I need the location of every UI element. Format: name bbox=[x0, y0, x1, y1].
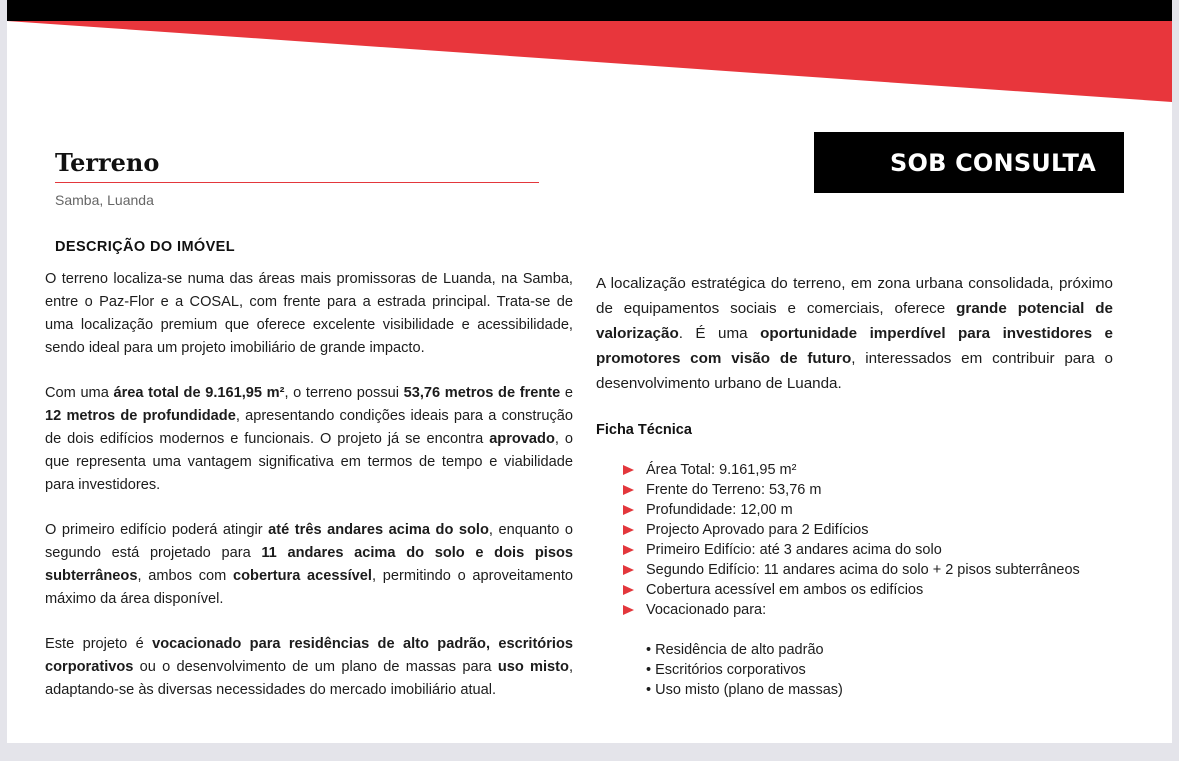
ficha-item-text: Segundo Edifício: 11 andares acima do solo + 2 pisos subterrâneos bbox=[646, 562, 1080, 578]
vocacionado-item: • Uso misto (plano de massas) bbox=[646, 682, 843, 698]
red-arrow-bullet-icon bbox=[623, 545, 634, 555]
red-arrow-bullet-icon bbox=[623, 525, 634, 535]
ficha-item-text: Vocacionado para: bbox=[646, 602, 767, 618]
red-arrow-bullet-icon bbox=[623, 605, 634, 615]
ficha-item bbox=[621, 520, 1080, 540]
ficha-item bbox=[621, 480, 1080, 500]
text-run: Com uma bbox=[45, 385, 114, 401]
text-run: , interessados em contribuir para o desenvolvimento urbano de Luanda. bbox=[596, 350, 1113, 392]
text-run: , ambos com bbox=[137, 568, 234, 584]
text-run: O primeiro edifício poderá atingir bbox=[45, 522, 269, 538]
ficha-item bbox=[621, 500, 1080, 520]
description-right-paragraph bbox=[596, 271, 1113, 396]
ficha-item-text: Profundidade: 12,00 m bbox=[646, 502, 793, 518]
text-run: . É uma bbox=[678, 325, 761, 342]
red-arrow-bullet-icon bbox=[623, 505, 634, 515]
text-run: , o terreno possui bbox=[284, 385, 404, 401]
ficha-item bbox=[621, 540, 1080, 560]
ficha-item bbox=[621, 600, 1080, 620]
bold-text: 53,76 metros de frente bbox=[403, 385, 561, 401]
text-run: e bbox=[560, 385, 574, 401]
listing-title: Terreno bbox=[55, 148, 160, 177]
description-paragraph bbox=[45, 382, 573, 497]
red-arrow-bullet-icon bbox=[623, 565, 634, 575]
text-run: A localização estratégica do terreno, em zona urbana consolidada, próximo de equipamentos sociais e comerciais, oferece bbox=[596, 275, 1113, 317]
red-arrow-bullet-icon bbox=[623, 485, 634, 495]
bold-text: oportunidade imperdível para investidores e promotores com visão de futuro bbox=[596, 325, 1113, 367]
ficha-item bbox=[621, 580, 1080, 600]
ficha-item-text: Primeiro Edifício: até 3 andares acima do solo bbox=[646, 542, 942, 558]
text-run: , adaptando-se às diversas necessidades do mercado imobiliário atual. bbox=[45, 659, 574, 698]
bold-text: área total de 9.161,95 m² bbox=[113, 385, 285, 401]
bold-text: 12 metros de profundidade bbox=[45, 408, 236, 424]
bold-text: uso misto bbox=[497, 659, 569, 675]
ficha-item-text: Área Total: 9.161,95 m² bbox=[646, 462, 797, 478]
text-run: Este projeto é bbox=[45, 636, 153, 652]
vocacionado-sublist bbox=[646, 640, 843, 700]
description-left-column bbox=[45, 268, 573, 724]
red-arrow-bullet-icon bbox=[623, 585, 634, 595]
price-label: SOB CONSULTA bbox=[889, 148, 1096, 177]
description-paragraph bbox=[45, 268, 573, 360]
document-page bbox=[7, 0, 1172, 743]
text-run: , enquanto o segundo está projetado para bbox=[45, 522, 573, 561]
ficha-tecnica-list bbox=[621, 460, 1080, 620]
text-run: , o que representa uma vantagem significativa em termos de tempo e viabilidade para investidores. bbox=[45, 431, 573, 493]
ficha-item bbox=[621, 560, 1080, 580]
title-underline bbox=[55, 182, 539, 183]
text-run: ou o desenvolvimento de um plano de massas para bbox=[133, 659, 498, 675]
ficha-item-text: Cobertura acessível em ambos os edifícios bbox=[646, 582, 924, 598]
red-arrow-bullet-icon bbox=[623, 465, 634, 475]
text-run: O terreno localiza-se numa das áreas mais promissoras de Luanda, na Samba, entre o Paz-Flor e a COSAL, com frente para a estrada principal. Trata-se de uma localização premium que oferece excelente visibilidade e acessibilidade, sendo ideal para um projeto imobiliário de grande impacto. bbox=[45, 271, 573, 356]
text-run: , apresentando condições ideais para a construção de dois edifícios modernos e funcionais. O projeto já se encontra bbox=[45, 408, 573, 447]
bold-text: cobertura acessível bbox=[233, 568, 372, 584]
vocacionado-item: • Residência de alto padrão bbox=[646, 642, 824, 658]
ficha-item-text: Projecto Aprovado para 2 Edifícios bbox=[646, 522, 869, 538]
bold-text: até três andares acima do solo bbox=[268, 522, 489, 538]
ficha-item-text: Frente do Terreno: 53,76 m bbox=[646, 482, 822, 498]
ficha-tecnica-heading: Ficha Técnica bbox=[596, 422, 692, 438]
red-header-band bbox=[7, 0, 1172, 102]
text-run: , permitindo o aproveitamento máximo da área disponível. bbox=[45, 568, 573, 607]
bold-text: aprovado bbox=[489, 431, 555, 447]
description-paragraph bbox=[45, 519, 573, 611]
price-badge bbox=[814, 132, 1124, 193]
bold-text: 11 andares acima do solo e dois pisos subterrâneos bbox=[45, 545, 573, 584]
bold-text: vocacionado para residências de alto padrão, escritórios corporativos bbox=[45, 636, 573, 675]
description-paragraph bbox=[45, 633, 573, 702]
ficha-item bbox=[621, 460, 1080, 480]
description-right-column bbox=[596, 271, 1113, 396]
description-heading: DESCRIÇÃO DO IMÓVEL bbox=[55, 239, 235, 255]
vocacionado-item: • Escritórios corporativos bbox=[646, 662, 806, 678]
listing-location: Samba, Luanda bbox=[55, 192, 154, 208]
bold-text: grande potencial de valorização bbox=[596, 300, 1114, 342]
